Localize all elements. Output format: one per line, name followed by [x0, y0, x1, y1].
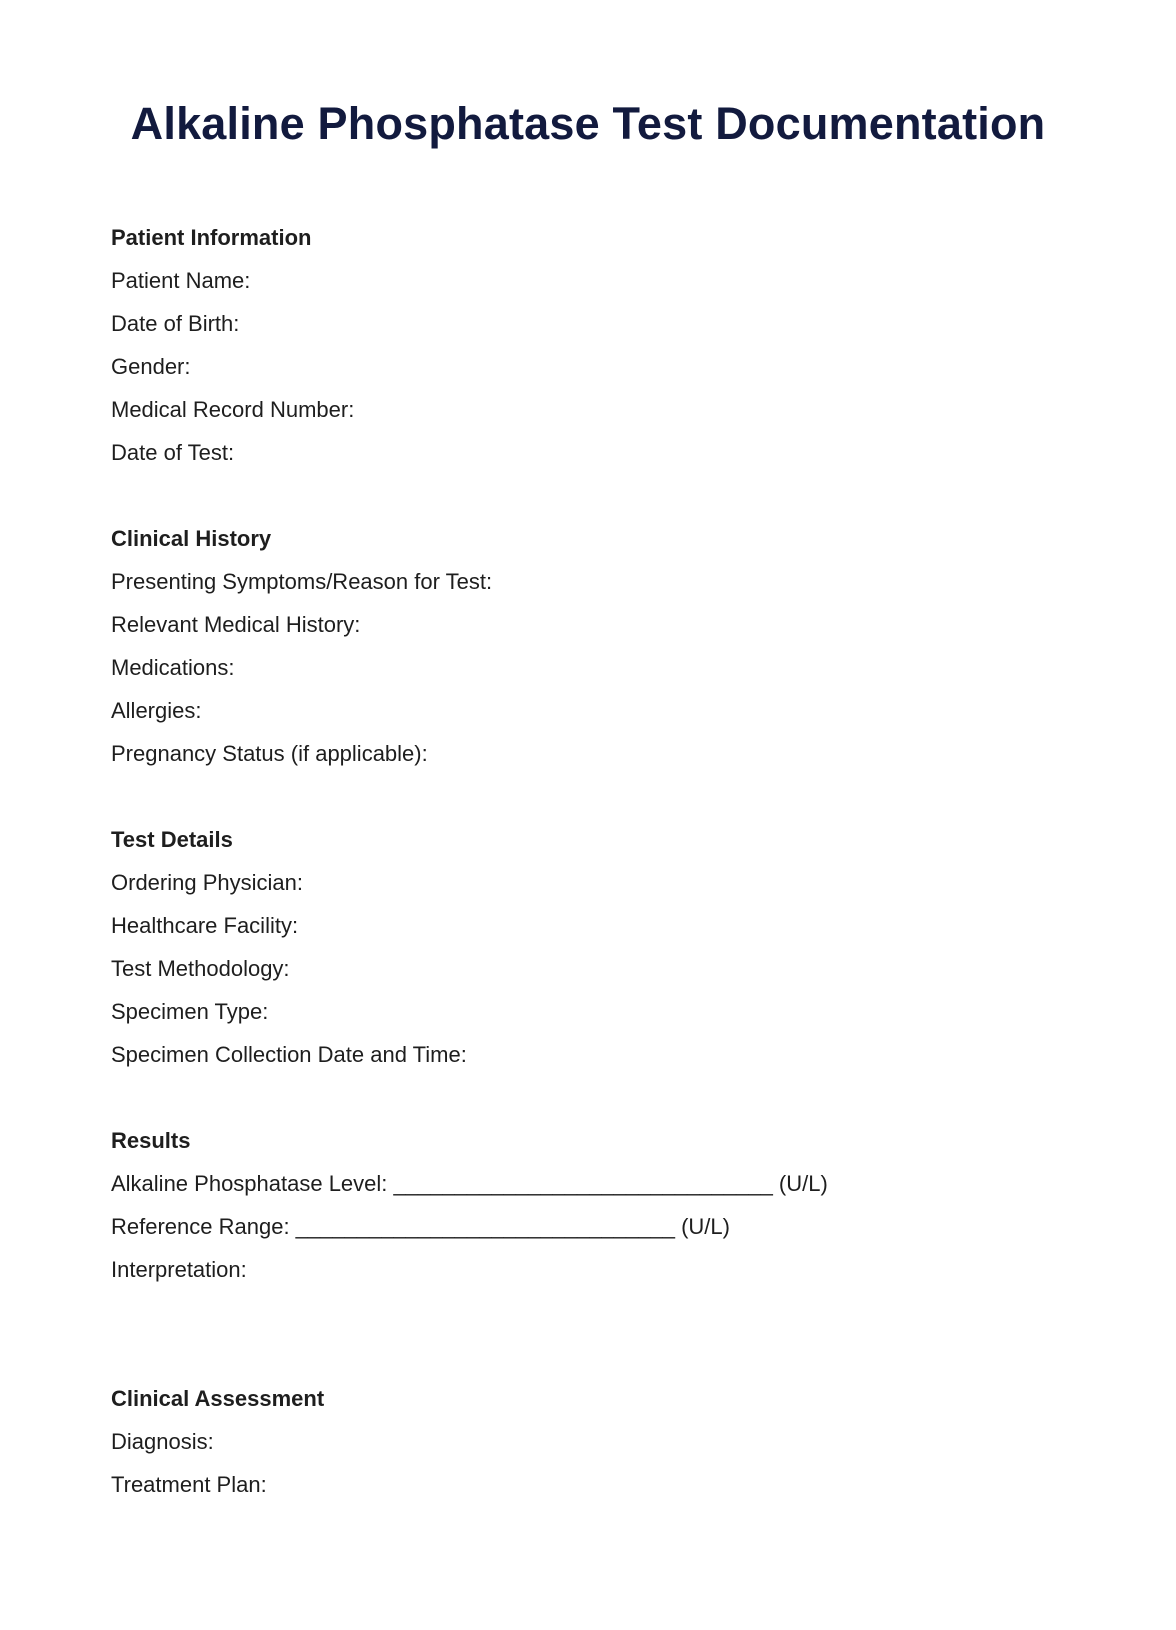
section-clinical-assessment [111, 1377, 1091, 1506]
section-heading: Patient Information [111, 225, 312, 250]
field-reference-range: Reference Range: _______________________________ (U/L) [111, 1214, 730, 1239]
field-interpretation: Interpretation: [111, 1257, 247, 1282]
section-clinical-history [111, 517, 1091, 775]
field-patient-name: Patient Name: [111, 268, 251, 293]
field-date-of-birth: Date of Birth: [111, 311, 240, 336]
field-diagnosis: Diagnosis: [111, 1429, 214, 1454]
section-test-details [111, 818, 1091, 1076]
section-spacer [111, 1076, 1091, 1119]
section-patient-information [111, 216, 1091, 474]
section-heading: Test Details [111, 827, 233, 852]
section-results [111, 1119, 1091, 1291]
field-gender: Gender: [111, 354, 191, 379]
section-spacer [111, 775, 1091, 818]
section-heading: Results [111, 1128, 191, 1153]
field-medical-record-number: Medical Record Number: [111, 397, 355, 422]
field-ordering-physician: Ordering Physician: [111, 870, 303, 895]
field-medications: Medications: [111, 655, 235, 680]
field-date-of-test: Date of Test: [111, 440, 235, 465]
section-heading: Clinical Assessment [111, 1386, 325, 1411]
field-treatment-plan: Treatment Plan: [111, 1472, 267, 1497]
field-allergies: Allergies: [111, 698, 202, 723]
field-relevant-medical-history: Relevant Medical History: [111, 612, 361, 637]
section-spacer [111, 474, 1091, 517]
field-healthcare-facility: Healthcare Facility: [111, 913, 299, 938]
document-title: Alkaline Phosphatase Test Documentation [130, 98, 1046, 149]
field-presenting-symptoms: Presenting Symptoms/Reason for Test: [111, 569, 493, 594]
section-spacer [111, 1291, 1091, 1377]
field-specimen-collection-datetime: Specimen Collection Date and Time: [111, 1042, 467, 1067]
document-body [111, 216, 1091, 1506]
field-test-methodology: Test Methodology: [111, 956, 290, 981]
field-specimen-type: Specimen Type: [111, 999, 269, 1024]
field-alkaline-phosphatase-level: Alkaline Phosphatase Level: _______________________________ (U/L) [111, 1171, 828, 1196]
field-pregnancy-status: Pregnancy Status (if applicable): [111, 741, 428, 766]
section-heading: Clinical History [111, 526, 272, 551]
